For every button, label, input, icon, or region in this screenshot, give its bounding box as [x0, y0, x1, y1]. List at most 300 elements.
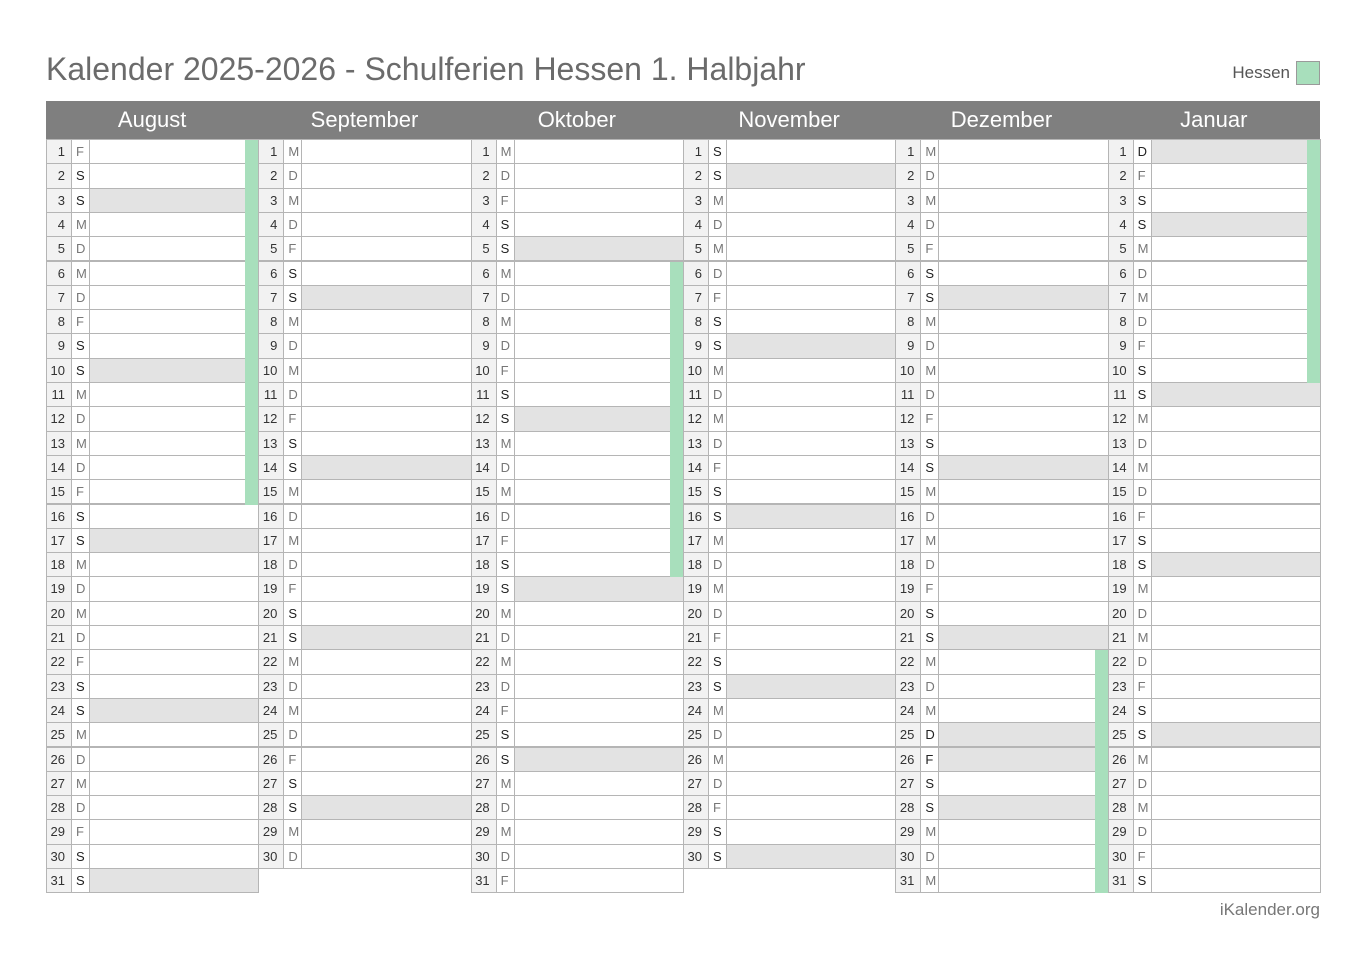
day-cell	[726, 382, 896, 407]
day-cell	[1151, 819, 1321, 844]
weekday-letter: M	[920, 698, 939, 723]
weekday-letter: D	[1133, 649, 1152, 674]
day-number: 9	[1108, 333, 1134, 358]
weekday-letter: F	[920, 236, 939, 261]
weekday-letter: F	[920, 406, 939, 431]
weekday-letter: F	[708, 795, 727, 820]
day-cell	[89, 504, 259, 529]
month-header: Dezember	[895, 101, 1107, 139]
day-cell	[938, 649, 1108, 674]
day-number: 17	[895, 528, 921, 553]
weekday-letter: F	[71, 819, 90, 844]
weekday-letter: M	[496, 139, 515, 164]
weekday-letter: D	[920, 333, 939, 358]
day-cell	[89, 552, 259, 577]
weekday-letter: S	[283, 285, 302, 310]
day-number: 3	[258, 188, 284, 213]
day-cell	[301, 358, 471, 383]
day-number: 22	[895, 649, 921, 674]
weekday-letter: F	[920, 747, 939, 772]
day-number: 29	[471, 819, 497, 844]
weekday-letter: M	[920, 358, 939, 383]
day-number: 29	[895, 819, 921, 844]
weekday-letter: S	[283, 625, 302, 650]
weekday-letter: M	[920, 819, 939, 844]
day-number: 30	[895, 844, 921, 869]
day-number: 25	[46, 722, 72, 747]
day-number: 24	[46, 698, 72, 723]
day-cell	[1151, 601, 1321, 626]
day-number: 15	[1108, 479, 1134, 504]
day-cell	[1151, 188, 1321, 213]
day-cell	[301, 844, 471, 869]
weekday-letter: S	[708, 674, 727, 699]
weekday-letter: M	[71, 601, 90, 626]
day-number: 11	[895, 382, 921, 407]
weekday-letter: S	[496, 747, 515, 772]
weekday-letter: F	[496, 868, 515, 893]
weekday-letter: D	[708, 382, 727, 407]
day-number: 23	[471, 674, 497, 699]
day-cell	[89, 139, 259, 164]
weekday-letter: F	[708, 285, 727, 310]
day-number: 16	[46, 504, 72, 529]
day-cell	[726, 236, 896, 261]
day-number: 31	[471, 868, 497, 893]
day-number: 13	[683, 431, 709, 456]
day-cell	[938, 479, 1108, 504]
day-cell	[301, 747, 471, 772]
weekday-letter: D	[283, 552, 302, 577]
weekday-letter: F	[283, 747, 302, 772]
day-number: 2	[471, 163, 497, 188]
day-cell	[938, 236, 1108, 261]
day-number: 13	[1108, 431, 1134, 456]
weekday-letter: S	[283, 601, 302, 626]
day-cell	[726, 844, 896, 869]
weekday-letter: M	[71, 431, 90, 456]
day-cell	[301, 649, 471, 674]
weekday-letter: D	[1133, 261, 1152, 286]
weekday-letter: M	[1133, 406, 1152, 431]
weekday-letter: M	[283, 479, 302, 504]
day-number: 8	[683, 309, 709, 334]
weekday-letter: M	[71, 771, 90, 796]
day-number: 15	[471, 479, 497, 504]
day-cell	[726, 455, 896, 480]
day-number: 19	[1108, 576, 1134, 601]
day-cell	[1151, 431, 1321, 456]
day-number: 4	[1108, 212, 1134, 237]
day-number: 29	[258, 819, 284, 844]
day-number: 28	[258, 795, 284, 820]
weekday-letter: D	[1133, 479, 1152, 504]
month-header: Oktober	[471, 101, 683, 139]
weekday-letter: S	[920, 285, 939, 310]
weekday-letter: M	[283, 698, 302, 723]
weekday-letter: F	[71, 479, 90, 504]
day-number: 30	[258, 844, 284, 869]
day-cell	[89, 261, 259, 286]
day-number: 9	[895, 333, 921, 358]
day-number: 12	[895, 406, 921, 431]
weekday-letter: D	[283, 382, 302, 407]
day-cell	[89, 236, 259, 261]
day-cell	[938, 358, 1108, 383]
day-cell	[89, 649, 259, 674]
weekday-letter: S	[1133, 188, 1152, 213]
month-header: November	[683, 101, 895, 139]
day-cell	[514, 552, 684, 577]
day-cell	[301, 455, 471, 480]
weekday-letter: S	[283, 771, 302, 796]
weekday-letter: S	[1133, 528, 1152, 553]
day-number: 15	[46, 479, 72, 504]
weekday-letter: D	[71, 406, 90, 431]
weekday-letter: S	[920, 795, 939, 820]
day-number: 8	[258, 309, 284, 334]
day-number: 20	[258, 601, 284, 626]
day-number: 13	[46, 431, 72, 456]
day-number: 16	[1108, 504, 1134, 529]
weekday-letter: D	[283, 722, 302, 747]
day-number: 15	[258, 479, 284, 504]
day-number: 4	[683, 212, 709, 237]
day-number: 12	[46, 406, 72, 431]
day-cell	[301, 406, 471, 431]
weekday-letter: M	[496, 479, 515, 504]
day-cell	[301, 601, 471, 626]
day-number: 19	[895, 576, 921, 601]
weekday-letter: F	[71, 649, 90, 674]
weekday-letter: M	[283, 649, 302, 674]
day-cell	[514, 649, 684, 674]
day-cell	[1151, 406, 1321, 431]
day-cell	[514, 722, 684, 747]
day-number: 4	[895, 212, 921, 237]
day-number: 12	[1108, 406, 1134, 431]
weekday-letter: S	[708, 504, 727, 529]
weekday-letter: D	[920, 844, 939, 869]
day-cell	[301, 504, 471, 529]
day-cell	[938, 819, 1108, 844]
weekday-letter: M	[708, 528, 727, 553]
day-cell	[1151, 285, 1321, 310]
day-number: 16	[895, 504, 921, 529]
weekday-letter: M	[708, 358, 727, 383]
day-number: 30	[471, 844, 497, 869]
day-cell	[726, 649, 896, 674]
day-number: 25	[683, 722, 709, 747]
day-number: 3	[46, 188, 72, 213]
day-number: 23	[895, 674, 921, 699]
day-number: 5	[683, 236, 709, 261]
weekday-letter: S	[496, 382, 515, 407]
day-number: 22	[1108, 649, 1134, 674]
day-cell	[726, 698, 896, 723]
day-number: 3	[683, 188, 709, 213]
day-number: 5	[258, 236, 284, 261]
day-cell	[89, 358, 259, 383]
day-cell	[938, 504, 1108, 529]
legend-label: Hessen	[1232, 63, 1290, 82]
day-number: 10	[1108, 358, 1134, 383]
day-number: 18	[258, 552, 284, 577]
weekday-letter: D	[496, 333, 515, 358]
weekday-letter: M	[1133, 625, 1152, 650]
weekday-letter: F	[1133, 163, 1152, 188]
weekday-letter: D	[1133, 771, 1152, 796]
day-number: 25	[1108, 722, 1134, 747]
day-number: 13	[258, 431, 284, 456]
day-cell	[514, 504, 684, 529]
day-number: 20	[895, 601, 921, 626]
day-cell	[514, 358, 684, 383]
day-cell	[726, 552, 896, 577]
weekday-letter: M	[708, 576, 727, 601]
day-number: 11	[1108, 382, 1134, 407]
calendar-grid	[46, 101, 1320, 895]
weekday-letter: M	[283, 528, 302, 553]
day-number: 16	[258, 504, 284, 529]
day-number: 9	[683, 333, 709, 358]
day-number: 21	[258, 625, 284, 650]
day-number: 29	[46, 819, 72, 844]
day-cell	[1151, 868, 1321, 893]
day-number: 3	[471, 188, 497, 213]
day-cell	[514, 188, 684, 213]
day-number: 8	[471, 309, 497, 334]
day-number: 1	[683, 139, 709, 164]
day-cell	[514, 309, 684, 334]
weekday-letter: M	[496, 601, 515, 626]
day-cell	[301, 576, 471, 601]
weekday-letter: F	[283, 576, 302, 601]
weekday-letter: D	[708, 431, 727, 456]
day-cell	[1151, 212, 1321, 237]
day-number: 9	[258, 333, 284, 358]
day-cell	[301, 698, 471, 723]
day-number: 15	[895, 479, 921, 504]
day-cell	[301, 285, 471, 310]
day-number: 1	[46, 139, 72, 164]
day-number: 22	[471, 649, 497, 674]
day-cell	[514, 406, 684, 431]
day-number: 14	[1108, 455, 1134, 480]
day-number: 24	[683, 698, 709, 723]
day-cell	[1151, 698, 1321, 723]
day-cell	[938, 406, 1108, 431]
day-cell	[726, 333, 896, 358]
weekday-letter: M	[920, 649, 939, 674]
weekday-letter: S	[71, 163, 90, 188]
day-number: 1	[258, 139, 284, 164]
day-cell	[89, 722, 259, 747]
day-number: 14	[895, 455, 921, 480]
day-number: 7	[258, 285, 284, 310]
day-number: 5	[46, 236, 72, 261]
day-cell	[514, 868, 684, 893]
weekday-letter: D	[496, 455, 515, 480]
day-cell	[726, 528, 896, 553]
day-cell	[514, 844, 684, 869]
day-number: 13	[471, 431, 497, 456]
weekday-letter: S	[496, 212, 515, 237]
day-cell	[89, 406, 259, 431]
weekday-letter: S	[708, 844, 727, 869]
day-number: 11	[46, 382, 72, 407]
weekday-letter: S	[708, 139, 727, 164]
day-number: 11	[471, 382, 497, 407]
day-number: 2	[1108, 163, 1134, 188]
day-number: 7	[683, 285, 709, 310]
weekday-letter: S	[71, 844, 90, 869]
day-cell	[514, 139, 684, 164]
weekday-letter: S	[496, 406, 515, 431]
day-cell	[514, 771, 684, 796]
weekday-letter: M	[496, 261, 515, 286]
weekday-letter: D	[920, 504, 939, 529]
day-number: 30	[683, 844, 709, 869]
day-number: 18	[46, 552, 72, 577]
weekday-letter: S	[71, 528, 90, 553]
weekday-letter: S	[71, 698, 90, 723]
day-number: 24	[258, 698, 284, 723]
day-cell	[301, 382, 471, 407]
day-cell	[1151, 674, 1321, 699]
day-number: 10	[683, 358, 709, 383]
day-cell	[938, 163, 1108, 188]
day-cell	[938, 795, 1108, 820]
day-number: 26	[1108, 747, 1134, 772]
day-number: 25	[471, 722, 497, 747]
day-number: 1	[895, 139, 921, 164]
day-cell	[301, 212, 471, 237]
day-number: 28	[683, 795, 709, 820]
day-cell	[89, 819, 259, 844]
day-number: 5	[471, 236, 497, 261]
weekday-letter: S	[1133, 722, 1152, 747]
weekday-letter: D	[496, 844, 515, 869]
day-cell	[514, 382, 684, 407]
day-number: 9	[46, 333, 72, 358]
day-cell	[89, 844, 259, 869]
day-number: 6	[1108, 261, 1134, 286]
weekday-letter: M	[71, 382, 90, 407]
weekday-letter: D	[920, 212, 939, 237]
day-cell	[514, 698, 684, 723]
day-cell	[514, 212, 684, 237]
day-number: 22	[258, 649, 284, 674]
weekday-letter: S	[1133, 868, 1152, 893]
day-number: 22	[46, 649, 72, 674]
day-cell	[1151, 261, 1321, 286]
day-cell	[726, 747, 896, 772]
day-number: 8	[46, 309, 72, 334]
day-cell	[1151, 504, 1321, 529]
day-number: 7	[895, 285, 921, 310]
day-number: 7	[46, 285, 72, 310]
day-number: 31	[1108, 868, 1134, 893]
day-cell	[301, 528, 471, 553]
day-number: 21	[46, 625, 72, 650]
day-cell	[89, 576, 259, 601]
weekday-letter: M	[1133, 455, 1152, 480]
weekday-letter: S	[71, 674, 90, 699]
day-number: 6	[258, 261, 284, 286]
weekday-letter: D	[708, 722, 727, 747]
day-cell	[89, 479, 259, 504]
day-number: 20	[1108, 601, 1134, 626]
weekday-letter: M	[920, 528, 939, 553]
day-cell	[514, 333, 684, 358]
day-cell	[89, 431, 259, 456]
day-number: 1	[471, 139, 497, 164]
day-number: 23	[46, 674, 72, 699]
day-cell	[938, 431, 1108, 456]
day-cell	[938, 674, 1108, 699]
legend	[1232, 60, 1320, 86]
day-cell	[938, 698, 1108, 723]
day-cell	[938, 528, 1108, 553]
day-number: 20	[683, 601, 709, 626]
day-cell	[514, 819, 684, 844]
day-number: 28	[471, 795, 497, 820]
weekday-letter: D	[496, 795, 515, 820]
weekday-letter: D	[1133, 431, 1152, 456]
day-number: 30	[46, 844, 72, 869]
weekday-letter: M	[283, 358, 302, 383]
weekday-letter: F	[283, 236, 302, 261]
day-cell	[726, 819, 896, 844]
day-cell	[726, 431, 896, 456]
day-number: 27	[1108, 771, 1134, 796]
holiday-marker	[245, 140, 258, 505]
day-number: 27	[471, 771, 497, 796]
day-number: 6	[895, 261, 921, 286]
weekday-letter: D	[496, 504, 515, 529]
weekday-letter: M	[1133, 576, 1152, 601]
weekday-letter: D	[71, 285, 90, 310]
legend-swatch	[1296, 61, 1320, 85]
day-number: 5	[895, 236, 921, 261]
day-cell	[726, 576, 896, 601]
day-cell	[726, 139, 896, 164]
day-cell	[301, 479, 471, 504]
weekday-letter: D	[283, 212, 302, 237]
weekday-letter: S	[283, 261, 302, 286]
weekday-letter: M	[71, 552, 90, 577]
day-cell	[301, 431, 471, 456]
day-number: 24	[1108, 698, 1134, 723]
day-cell	[514, 795, 684, 820]
day-number: 14	[46, 455, 72, 480]
weekday-letter: D	[496, 163, 515, 188]
day-cell	[726, 163, 896, 188]
weekday-letter: S	[71, 504, 90, 529]
weekday-letter: D	[496, 674, 515, 699]
day-cell	[938, 844, 1108, 869]
day-cell	[726, 358, 896, 383]
day-number: 20	[46, 601, 72, 626]
day-cell	[726, 722, 896, 747]
day-cell	[1151, 163, 1321, 188]
weekday-letter: S	[920, 455, 939, 480]
day-number: 24	[471, 698, 497, 723]
day-number: 22	[683, 649, 709, 674]
day-number: 4	[258, 212, 284, 237]
day-cell	[301, 625, 471, 650]
